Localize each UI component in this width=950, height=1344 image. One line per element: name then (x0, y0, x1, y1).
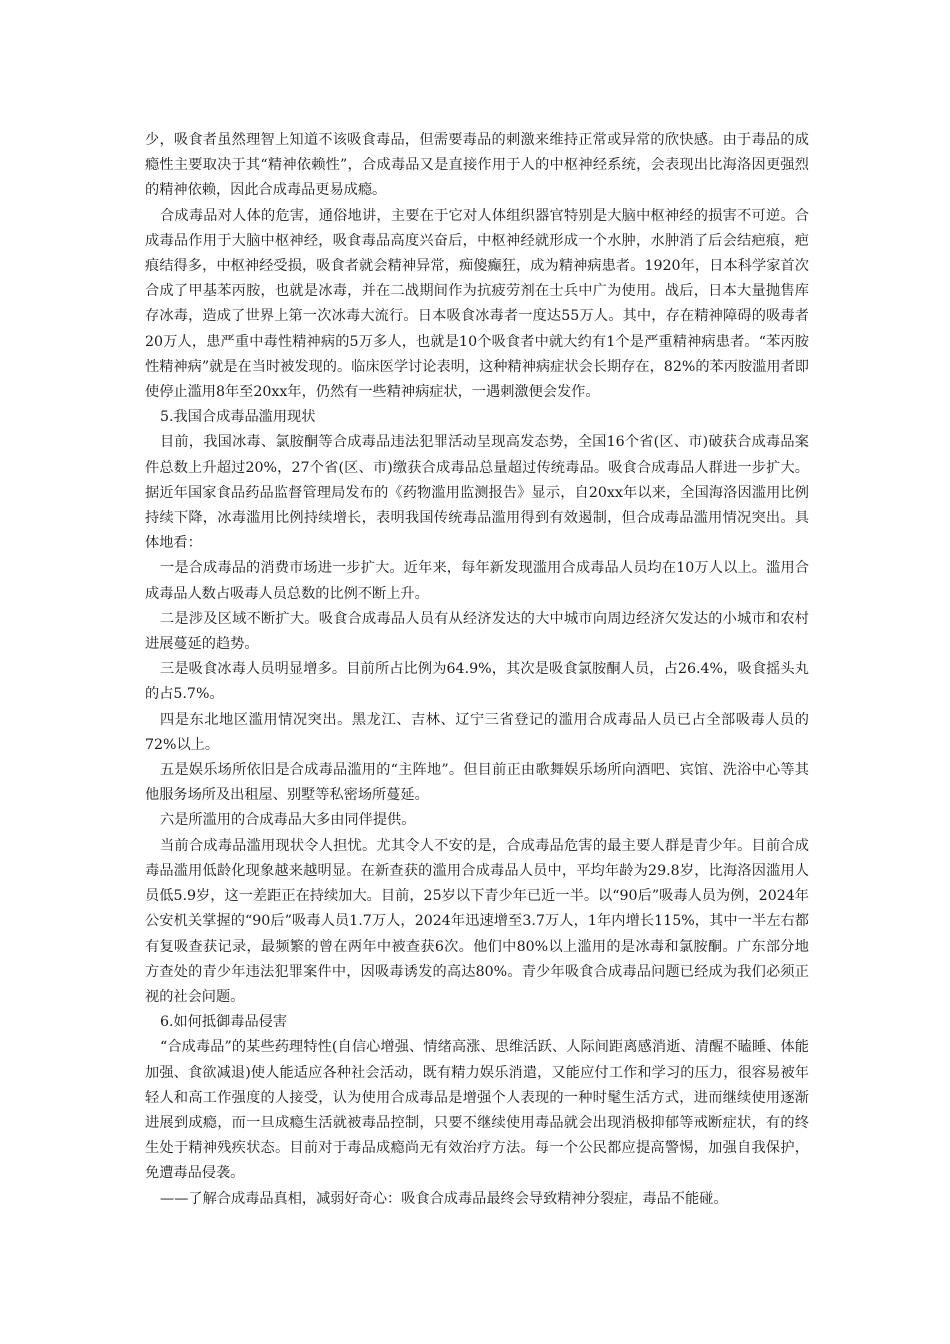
paragraph-point-six: 六是所滥用的合成毒品大多由同伴提供。 (160, 812, 416, 829)
paragraph-youth-concern: 当前合成毒品滥用现状令人担忧。尤其令人不安的是，合成毒品危害的最主要人群是青少年。目前合成毒品滥用低龄化现象越来越明显。在新查获的滥用合成毒品人员中，平均年龄为29.8岁，比海洛因滥用人员低5.9岁，这一差距正在持续加大。目前，25岁以下青少年已近一半。以“90后”吸毒人员为例，2024年公安机关掌握的“90后”吸毒人员1.7万人，2024年迅速增至3.7万人，1年内增长115%，其中一半左右都有复吸查获记录，最频繁的曾在两年中被查获6次。他们中80%以上滥用的是冰毒和氯胺酮。广东部分地方查处的青少年违法犯罪案件中，因吸毒诱发的高达80%。青少年吸食合成毒品问题已经成为我们必须正视的社会问题。 (145, 837, 809, 1005)
section-heading-abuse-status: 5.我国合成毒品滥用现状 (160, 409, 316, 426)
paragraph-point-four: 四是东北地区滥用情况突出。黑龙江、吉林、辽宁三省登记的滥用合成毒品人员已占全部吸毒人员的72%以上。 (145, 711, 809, 753)
paragraph-point-five: 五是娱乐场所依旧是合成毒品滥用的“主阵地”。但目前正由歌舞娱乐场所向酒吧、宾馆、洗浴中心等其他服务场所及出租屋、别墅等私密场所蔓延。 (145, 762, 809, 804)
document-page (145, 128, 809, 1212)
paragraph-point-two: 二是涉及区域不断扩大。吸食合成毒品人员有从经济发达的大中城市向周边经济欠发达的小城市和农村进展蔓延的趋势。 (145, 610, 809, 653)
paragraph-harm-to-body: 合成毒品对人体的危害，通俗地讲，主要在于它对人体组织器官特别是大脑中枢神经的损害不可逆。合成毒品作用于大脑中枢神经，吸食毒品高度兴奋后，中枢神经就形成一个水肿，水肿消了后会结疤痕，疤痕结得多，中枢神经受损，吸食者就会精神异常，痴傻癫狂，成为精神病患者。1920年，日本科学家首次合成了甲基苯丙胺，也就是冰毒，并在二战期间作为抗疲劳剂在士兵中广为使用。战后，日本大量抛售库存冰毒，造成了世界上第一次冰毒大流行。日本吸食冰毒者一度达55万人。其中，存在精神障碍的吸毒者20万人，患严重中毒性精神病的5万多人，也就是10个吸食者中就大约有1个是严重精神病患者。“苯丙胺性精神病”就是在当时被发现的。临床医学讨论表明，这种精神病症状会长期存在，82%的苯丙胺滥用者即使停止滥用8年至20xx年，仍然有一些精神病症状，一遇刺激便会发作。 (145, 207, 809, 401)
paragraph-advice: ——了解合成毒品真相，减弱好奇心：吸食合成毒品最终会导致精神分裂症，毒品不能碰。 (160, 1190, 728, 1207)
paragraph-current-situation: 目前，我国冰毒、氯胺酮等合成毒品违法犯罪活动呈现高发态势，全国16个省(区、市)破获合成毒品案件总数上升超过20%，27个省(区、市)缴获合成毒品总量超过传统毒品。吸食合成毒品人群进一步扩大。据近年国家食品药品监督管理局发布的《药物滥用监测报告》显示，自20xx年以来，全国海洛因滥用比例持续下降，冰毒滥用比例持续增长，表明我国传统毒品滥用得到有效遏制，但合成毒品滥用情况突出。具体地看： (145, 434, 809, 552)
paragraph-addiction-continued: 少，吸食者虽然理智上知道不该吸食毒品，但需要毒品的刺激来维持正常或异常的欣快感。由于毒品的成瘾性主要取决于其“精神依赖性”，合成毒品又是直接作用于人的中枢神经系统，会表现出比海洛因更强烈的精神依赖，因此合成毒品更易成瘾。 (145, 132, 809, 199)
section-heading-prevention: 6.如何抵御毒品侵害 (160, 1014, 288, 1031)
paragraph-pharmacology: “合成毒品”的某些药理特性(自信心增强、情绪高涨、思维活跃、人际间距离感消逝、清醒不瞌睡、体能加强、食欲减退)使人能适应各种社会活动，既有精力娱乐消遣，又能应付工作和学习的压力，很容易被年轻人和高工作强度的人接受，认为使用合成毒品是增强个人表现的一种时髦生活方式，进而继续使用逐渐进展到成瘾，而一旦成瘾生活就被毒品控制，只要不继续使用毒品就会出现消极抑郁等戒断症状，有的终生处于精神残疾状态。目前对于毒品成瘾尚无有效治疗方法。每一个公民都应提高警惕，加强自我保护，免遭毒品侵袭。 (145, 1039, 809, 1182)
paragraph-point-three: 三是吸食冰毒人员明显增多。目前所占比例为64.9%，其次是吸食氯胺酮人员，占26.4%，吸食摇头丸的占5.7%。 (145, 661, 809, 703)
paragraph-point-one: 一是合成毒品的消费市场进一步扩大。近年来，每年新发现滥用合成毒品人员均在10万人以上。滥用合成毒品人数占吸毒人员总数的比例不断上升。 (145, 560, 809, 602)
